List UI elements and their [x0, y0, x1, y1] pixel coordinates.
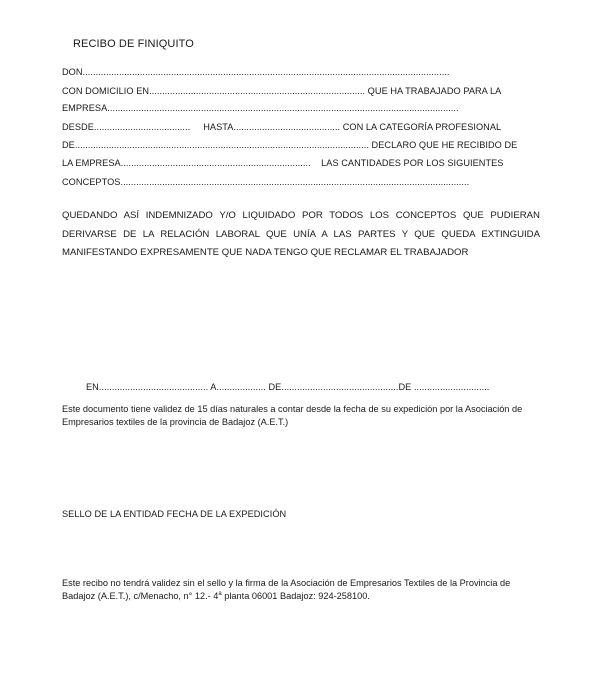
footer-note-text-end: planta 06001 Badajoz: 924-258100. — [221, 590, 370, 601]
form-line-domicilio: CON DOMICILIO EN................................................................................... QUE HA TRABAJADO PARA LA — [62, 86, 502, 96]
footer-note-superscript: a — [218, 590, 222, 597]
footer-note-text: Este recibo no tendrá validez sin el sello y la firma de la Asociación de Empresarios Textiles de la Provincia de Badajoz (A.E.T.), c/Menacho, n° 12.- 4 — [62, 578, 511, 601]
document-title: RECIBO DE FINIQUITO — [73, 38, 194, 50]
date-line: EN.......................................... A................... DE.............................................DE ............................. — [86, 382, 490, 392]
stamp-label: SELLO DE LA ENTIDAD FECHA DE LA EXPEDICIÓN — [62, 509, 287, 519]
footer-note — [62, 577, 540, 602]
declaration-paragraph: QUEDANDO ASÍ INDEMNIZADO Y/O LIQUIDADO POR TODOS LOS CONCEPTOS QUE PUDIERAN DERIVARSE DE LA RELACIÓN LABORAL QUE UNÍA A LAS PARTES Y QUE QUEDA EXTINGUIDA MANIFESTANDO EXPRESAMENTE QUE NADA TENGO QUE RECLAMAR EL TRABAJADOR — [62, 210, 540, 258]
form-line-empresa: EMPRESA....................................................................................................................................... — [62, 103, 459, 113]
form-line-desde-hasta: DESDE..................................... HASTA......................................... CON LA CATEGORÍA PROFESIONAL — [62, 122, 502, 132]
form-line-la-empresa: LA EMPRESA......................................................................... LAS CANTIDADES POR LOS SIGUIENTES — [62, 158, 504, 168]
form-line-don: DON............................................................................................................................................. — [62, 67, 450, 77]
validity-note: Este documento tiene validez de 15 días naturales a contar desde la fecha de su expedición por la Asociación de Empresarios textiles de la provincia de Badajoz (A.E.T.) — [62, 404, 523, 427]
form-line-conceptos: CONCEPTOS...................................................................................................................................... — [62, 177, 470, 187]
form-line-de: DE................................................................................................................. DECLARO QUE HE RECIBIDO DE — [62, 140, 518, 150]
